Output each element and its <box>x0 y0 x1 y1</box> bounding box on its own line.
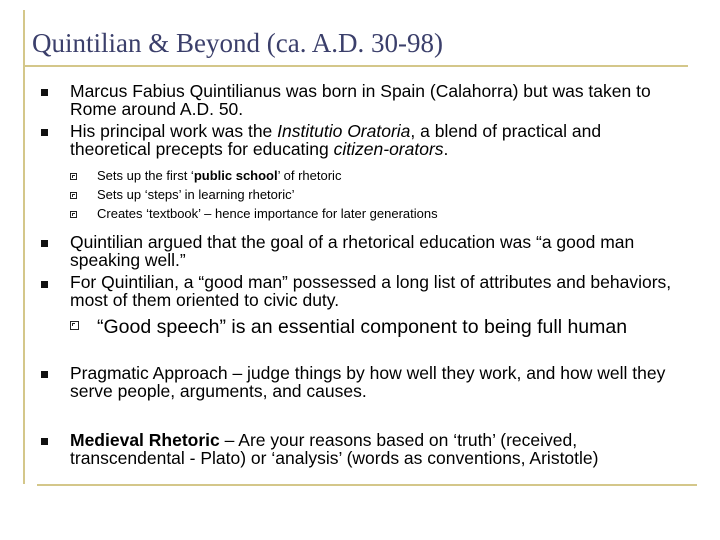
citizen-orators: citizen-orators <box>333 139 444 159</box>
bullet-medieval: Medieval Rhetoric – Are your reasons based on ‘truth’ (received, transcendental - Plato) or ‘analysis’ (words as conventions, Aristotle) <box>70 430 599 468</box>
sub-steps: Sets up ‘steps’ in learning rhetoric’ <box>97 187 295 202</box>
bullet-pragmatic: Pragmatic Approach – judge things by how well they work, and how well they serve people, arguments, and causes. <box>70 363 666 401</box>
bullet-icon <box>41 129 48 136</box>
sub-public-school: Sets up the first ‘public school’ of rhetoric <box>97 168 342 183</box>
bullet-principal-work: His principal work was the Institutio Oratoria, a blend of practical and theoretical precepts for educating citizen-orators. <box>70 121 602 159</box>
bullet-icon <box>41 371 48 378</box>
work-title: Institutio Oratoria <box>277 121 411 141</box>
bullet-icon <box>41 240 48 247</box>
title-divider <box>23 65 688 67</box>
sub-bullet-icon <box>70 173 77 180</box>
bullet-good-man: For Quintilian, a “good man” possessed a long list of attributes and behaviors, most of them oriented to civic duty. <box>70 272 672 310</box>
sub-bullet-icon <box>70 321 79 330</box>
medieval-heading: Medieval Rhetoric <box>70 430 220 450</box>
sub-bullet-icon <box>70 211 77 218</box>
bullet-icon <box>41 438 48 445</box>
bullet-icon <box>41 281 48 288</box>
sub-textbook: Creates ‘textbook’ – hence importance for later generations <box>97 206 438 221</box>
bullet-goal: Quintilian argued that the goal of a rhetorical education was “a good man speaking well.” <box>70 232 635 270</box>
bullet-icon <box>41 89 48 96</box>
sub-bullet-icon <box>70 192 77 199</box>
bullet-birth: Marcus Fabius Quintilianus was born in Spain (Calahorra) but was taken to Rome around A.D. 50. <box>70 81 651 119</box>
sub-good-speech: “Good speech” is an essential component to being full human <box>97 316 628 338</box>
bottom-divider <box>37 484 697 486</box>
left-divider <box>23 10 25 484</box>
slide-title: Quintilian & Beyond (ca. A.D. 30-98) <box>32 28 443 58</box>
